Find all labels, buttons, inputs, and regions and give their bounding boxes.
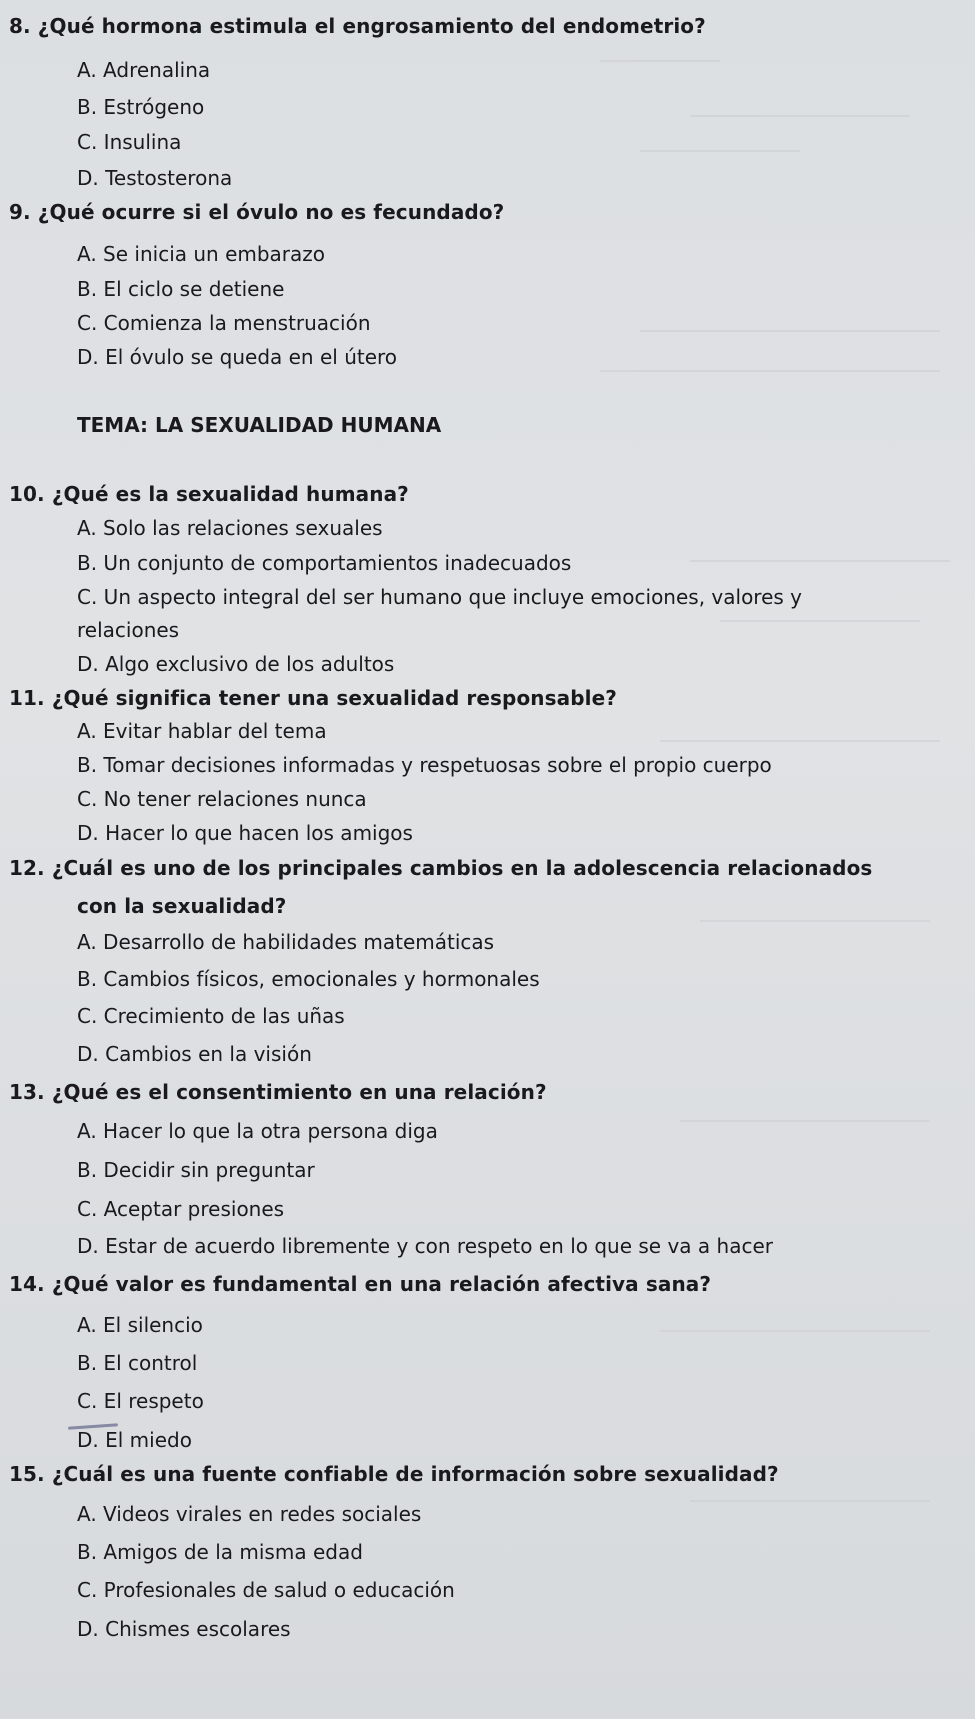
question-12-number: 12. (9, 856, 45, 880)
question-8-option-b: B. Estrógeno (77, 95, 205, 119)
question-10-option-a: A. Solo las relaciones sexuales (77, 516, 383, 540)
question-14-option-d: D. El miedo (77, 1428, 192, 1452)
question-11-option-d: D. Hacer lo que hacen los amigos (77, 821, 413, 845)
question-14-option-b: B. El control (77, 1351, 198, 1375)
question-9-number: 9. (9, 200, 31, 224)
question-9-option-a: A. Se inicia un embarazo (77, 242, 326, 266)
question-10-option-c: C. Un aspecto integral del ser humano que incluye emociones, valores y (77, 585, 803, 609)
question-10-number: 10. (9, 482, 45, 506)
question-15-option-d: D. Chismes escolares (77, 1617, 291, 1641)
question-12-text-continued: con la sexualidad? (77, 894, 287, 918)
question-14-number: 14. (9, 1272, 45, 1296)
question-15-option-a: A. Videos virales en redes sociales (77, 1502, 422, 1526)
question-10-text: ¿Qué es la sexualidad humana? (51, 482, 409, 506)
question-8-option-d: D. Testosterona (77, 166, 233, 190)
question-13-heading (9, 1080, 547, 1104)
question-11-option-b: B. Tomar decisiones informadas y respetuosas sobre el propio cuerpo (77, 753, 772, 777)
question-8-option-c: C. Insulina (77, 130, 182, 154)
question-12-heading (9, 856, 872, 880)
question-12-option-a: A. Desarrollo de habilidades matemáticas (77, 930, 495, 954)
question-10-heading (9, 482, 409, 506)
question-12-option-b: B. Cambios físicos, emocionales y hormonales (77, 967, 540, 991)
question-11-heading (9, 686, 617, 710)
question-15-heading (9, 1462, 779, 1486)
question-11-option-c: C. No tener relaciones nunca (77, 787, 367, 811)
question-13-option-c: C. Aceptar presiones (77, 1197, 285, 1221)
question-11-option-a: A. Evitar hablar del tema (77, 719, 327, 743)
question-15-text: ¿Cuál es una fuente confiable de información sobre sexualidad? (51, 1462, 779, 1486)
question-14-text: ¿Qué valor es fundamental en una relación afectiva sana? (51, 1272, 712, 1296)
question-14-heading (9, 1272, 711, 1296)
section-title: TEMA: LA SEXUALIDAD HUMANA (77, 413, 442, 437)
question-8-option-a: A. Adrenalina (77, 58, 211, 82)
question-8-number: 8. (9, 14, 31, 38)
question-10-option-c-continued: relaciones (77, 618, 180, 642)
question-13-text: ¿Qué es el consentimiento en una relación? (51, 1080, 547, 1104)
question-14-option-a: A. El silencio (77, 1313, 203, 1337)
question-11-number: 11. (9, 686, 45, 710)
question-15-option-c: C. Profesionales de salud o educación (77, 1578, 455, 1602)
question-9-heading (9, 200, 504, 224)
question-15-option-b: B. Amigos de la misma edad (77, 1540, 363, 1564)
question-12-option-d: D. Cambios en la visión (77, 1042, 312, 1066)
question-11-text: ¿Qué significa tener una sexualidad responsable? (51, 686, 617, 710)
question-10-option-b: B. Un conjunto de comportamientos inadecuados (77, 551, 572, 575)
question-9-text: ¿Qué ocurre si el óvulo no es fecundado? (37, 200, 505, 224)
question-13-option-d: D. Estar de acuerdo libremente y con respeto en lo que se va a hacer (77, 1234, 773, 1258)
question-10-option-d: D. Algo exclusivo de los adultos (77, 652, 395, 676)
question-12-text: ¿Cuál es uno de los principales cambios en la adolescencia relacionados (51, 856, 873, 880)
question-15-number: 15. (9, 1462, 45, 1486)
question-13-number: 13. (9, 1080, 45, 1104)
question-9-option-c: C. Comienza la menstruación (77, 311, 371, 335)
question-8-text: ¿Qué hormona estimula el engrosamiento del endometrio? (37, 14, 706, 38)
question-13-option-a: A. Hacer lo que la otra persona diga (77, 1119, 438, 1143)
question-12-option-c: C. Crecimiento de las uñas (77, 1004, 345, 1028)
question-8-heading (9, 14, 706, 38)
question-14-option-c: C. El respeto (77, 1389, 204, 1413)
question-13-option-b: B. Decidir sin preguntar (77, 1158, 315, 1182)
question-9-option-d: D. El óvulo se queda en el útero (77, 345, 398, 369)
question-9-option-b: B. El ciclo se detiene (77, 277, 285, 301)
